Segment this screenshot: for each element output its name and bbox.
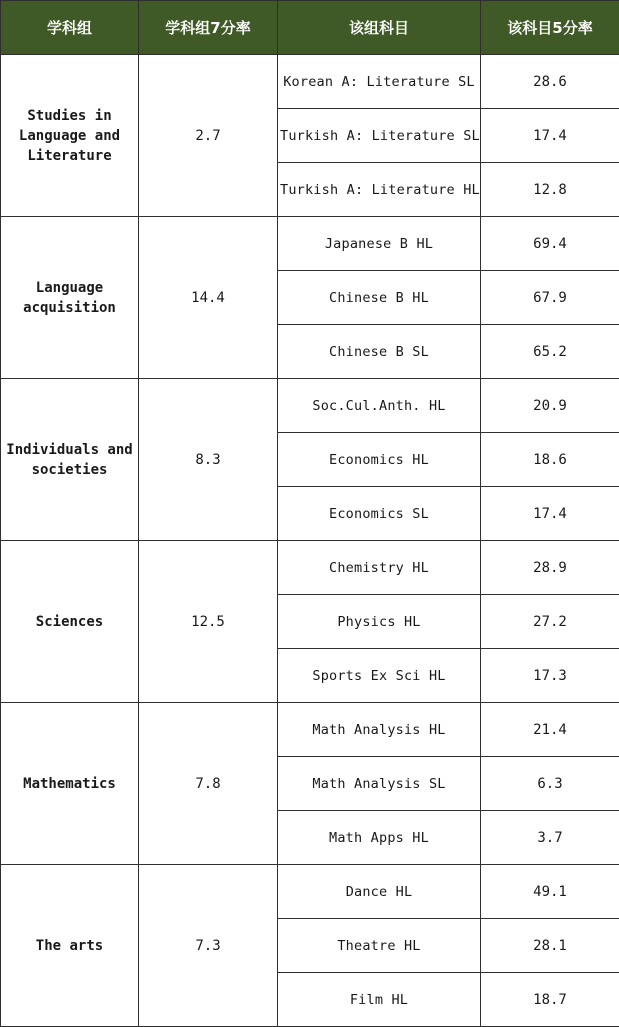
subject-name-cell: Film HL bbox=[278, 973, 481, 1027]
subject-5-rate-cell: 67.9 bbox=[481, 271, 619, 325]
table-row bbox=[1, 703, 619, 757]
header-group-subjects: 该组科目 bbox=[278, 1, 481, 55]
subject-5-rate-cell: 28.6 bbox=[481, 55, 619, 109]
subject-5-rate-cell: 65.2 bbox=[481, 325, 619, 379]
subject-name-cell: Soc.Cul.Anth. HL bbox=[278, 379, 481, 433]
subject-name-cell: Math Analysis HL bbox=[278, 703, 481, 757]
subject-5-rate-cell: 17.4 bbox=[481, 109, 619, 163]
group-name-cell: Studies in Language and Literature bbox=[1, 55, 139, 217]
group-7-rate-cell: 8.3 bbox=[139, 379, 278, 541]
subject-name-cell: Theatre HL bbox=[278, 919, 481, 973]
subject-name-cell: Dance HL bbox=[278, 865, 481, 919]
subject-5-rate-cell: 69.4 bbox=[481, 217, 619, 271]
group-7-rate-cell: 7.8 bbox=[139, 703, 278, 865]
table-row bbox=[1, 865, 619, 919]
subject-name-cell: Korean A: Literature SL bbox=[278, 55, 481, 109]
subject-name-cell: Turkish A: Literature SL bbox=[278, 109, 481, 163]
table-row bbox=[1, 379, 619, 433]
group-7-rate-cell: 2.7 bbox=[139, 55, 278, 217]
subject-5-rate-cell: 3.7 bbox=[481, 811, 619, 865]
table-row bbox=[1, 217, 619, 271]
subject-name-cell: Chinese B HL bbox=[278, 271, 481, 325]
subject-name-cell: Chemistry HL bbox=[278, 541, 481, 595]
header-group-7-rate: 学科组7分率 bbox=[139, 1, 278, 55]
table-header bbox=[1, 1, 619, 55]
subject-5-rate-cell: 28.1 bbox=[481, 919, 619, 973]
header-subject-5-rate: 该科目5分率 bbox=[481, 1, 619, 55]
subject-5-rate-cell: 18.7 bbox=[481, 973, 619, 1027]
subject-5-rate-cell: 28.9 bbox=[481, 541, 619, 595]
subject-5-rate-cell: 17.3 bbox=[481, 649, 619, 703]
subject-name-cell: Japanese B HL bbox=[278, 217, 481, 271]
table-row bbox=[1, 541, 619, 595]
subject-5-rate-cell: 27.2 bbox=[481, 595, 619, 649]
group-7-rate-cell: 12.5 bbox=[139, 541, 278, 703]
subject-5-rate-cell: 20.9 bbox=[481, 379, 619, 433]
subject-5-rate-cell: 18.6 bbox=[481, 433, 619, 487]
table-body bbox=[1, 55, 619, 1027]
group-name-cell: Sciences bbox=[1, 541, 139, 703]
group-7-rate-cell: 14.4 bbox=[139, 217, 278, 379]
group-name-cell: Individuals and societies bbox=[1, 379, 139, 541]
subject-name-cell: Sports Ex Sci HL bbox=[278, 649, 481, 703]
table-row bbox=[1, 55, 619, 109]
subject-5-rate-cell: 6.3 bbox=[481, 757, 619, 811]
subject-name-cell: Chinese B SL bbox=[278, 325, 481, 379]
subject-name-cell: Economics HL bbox=[278, 433, 481, 487]
group-name-cell: Mathematics bbox=[1, 703, 139, 865]
subject-name-cell: Math Analysis SL bbox=[278, 757, 481, 811]
subject-name-cell: Economics SL bbox=[278, 487, 481, 541]
group-7-rate-cell: 7.3 bbox=[139, 865, 278, 1027]
subject-5-rate-cell: 12.8 bbox=[481, 163, 619, 217]
subject-5-rate-cell: 49.1 bbox=[481, 865, 619, 919]
subject-name-cell: Turkish A: Literature HL bbox=[278, 163, 481, 217]
header-subject-group: 学科组 bbox=[1, 1, 139, 55]
group-name-cell: The arts bbox=[1, 865, 139, 1027]
subject-name-cell: Math Apps HL bbox=[278, 811, 481, 865]
header-row bbox=[1, 1, 619, 55]
subject-5-rate-cell: 21.4 bbox=[481, 703, 619, 757]
subject-name-cell: Physics HL bbox=[278, 595, 481, 649]
subject-5-rate-cell: 17.4 bbox=[481, 487, 619, 541]
group-name-cell: Language acquisition bbox=[1, 217, 139, 379]
